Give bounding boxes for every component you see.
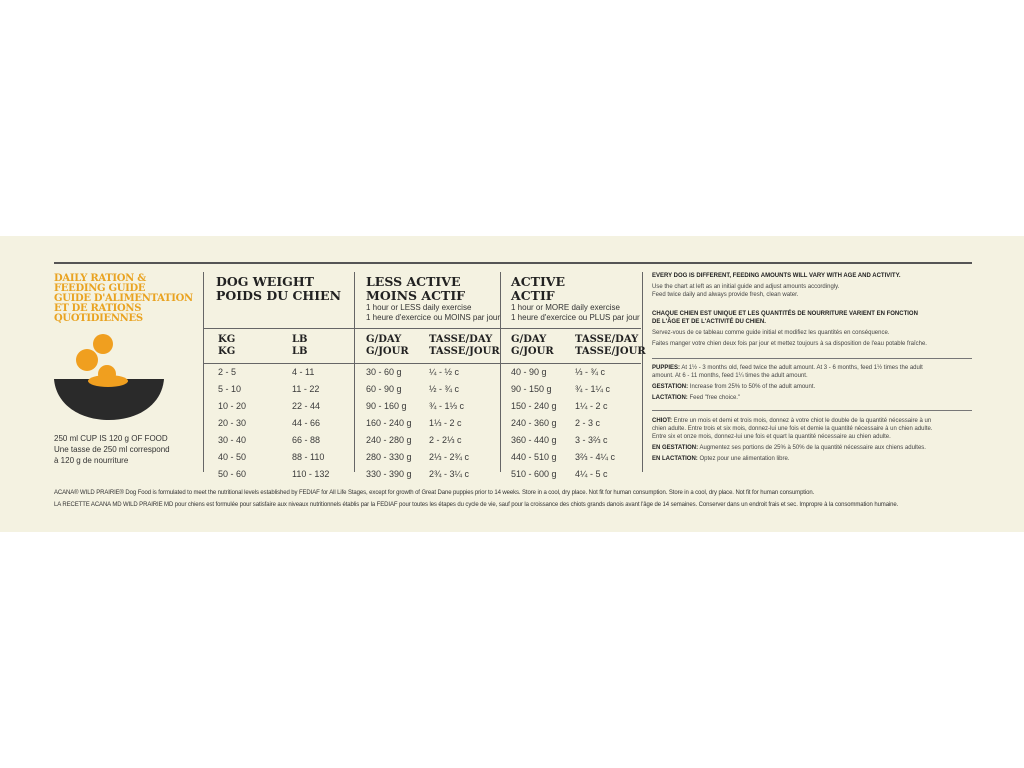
- notes-label: LACTATION:: [652, 395, 688, 401]
- table-cell: 4 - 11: [292, 367, 315, 377]
- footer-fr: LA RECETTE ACANA MD WILD PRAIRIE MD pour chiens est formulée pour satisfaire aux niveaux nutritionnels établis par la FEDIAF pour toutes les étapes du cycle de vie, sauf pour la croissance des chiots grands danois avant l'âge de 14 semaines. Conserver dans un endroit frais et sec. Impropre à la consommation humaine.: [54, 502, 899, 508]
- notes-line: chien adulte. Entre trois et six mois, donnez-lui une fois et demie la quantité nécessaire à un chien adulte.: [652, 426, 933, 432]
- title-line: ET DE RATIONS: [54, 303, 142, 314]
- label-line: LB: [292, 346, 308, 357]
- notes-heading: EVERY DOG IS DIFFERENT, FEEDING AMOUNTS WILL VARY WITH AGE AND ACTIVITY.: [652, 273, 901, 279]
- feeding-guide-title: [54, 274, 204, 324]
- column-divider: [354, 272, 355, 472]
- feeding-guide-panel: [0, 236, 1024, 532]
- kibble-icon: [88, 375, 128, 387]
- lb-column: [292, 364, 329, 483]
- title-line: GUIDE D'ALIMENTATION: [54, 293, 193, 304]
- header-line: MOINS ACTIF: [366, 288, 466, 303]
- table-cell: 2⅓ - 2¾ c: [429, 452, 470, 462]
- notes-label: PUPPIES:: [652, 365, 681, 371]
- life-stage-notes-en: [652, 364, 972, 402]
- table-cell: 1⅓ - 2 c: [429, 418, 462, 428]
- table-cell: 240 - 360 g: [511, 418, 557, 428]
- less-active-header: [366, 275, 500, 323]
- feeding-notes-fr: [652, 310, 972, 348]
- notes-line: Faites manger votre chien deux fois par jour et mettez toujours à sa disposition de l'eau potable fraîche.: [652, 341, 927, 347]
- table-cell: 90 - 150 g: [511, 384, 552, 394]
- table-cell: 11 - 22: [292, 384, 320, 394]
- active-header: [511, 275, 640, 323]
- footer-en: ACANA® WILD PRAIRIE® Dog Food is formulated to meet the nutritional levels established by FEDIAF for All Life Stages, except for growth of Great Dane puppies prior to 14 weeks. Store in a cool, dry place. Not fit for human consumption. Store in a cool, dry place. Not fit for human consumption.: [54, 490, 815, 496]
- kg-label: [218, 334, 235, 358]
- subheader-line: 1 hour or LESS daily exercise: [366, 303, 472, 312]
- less-active-cup-label: [429, 334, 500, 358]
- table-cell: 150 - 240 g: [511, 401, 557, 411]
- table-cell: 50 - 60: [218, 469, 247, 479]
- table-cell: 110 - 132: [292, 469, 330, 479]
- label-line: G/DAY: [366, 334, 402, 345]
- table-cell: 160 - 240 g: [366, 418, 412, 428]
- notes-line: Entre un mois et demi et trois mois, donnez à votre chiot le double de la quantité nécessaire à un: [673, 418, 932, 424]
- notes-label: EN LACTATION:: [652, 456, 698, 462]
- table-cell: ¾ - 1¼ c: [575, 384, 611, 394]
- title-line: FEEDING GUIDE: [54, 283, 146, 294]
- label-line: TASSE/JOUR: [575, 346, 646, 357]
- label-line: KG: [218, 334, 236, 345]
- subheader-line: 1 hour or MORE daily exercise: [511, 303, 620, 312]
- header-line: POIDS DU CHIEN: [216, 288, 342, 303]
- active-g-label: [511, 334, 554, 358]
- food-bowl-icon: [54, 334, 164, 426]
- label-line: KG: [218, 346, 236, 357]
- notes-line: amount. At 6 - 11 months, feed 1¼ times the adult amount.: [652, 373, 808, 379]
- table-cell: ¾ - 1⅓ c: [429, 401, 465, 411]
- table-cell: 2 - 5: [218, 367, 237, 377]
- notes-rule: [652, 410, 972, 411]
- notes-heading: DE L'ÂGE ET DE L'ACTIVITÉ DU CHIEN.: [652, 319, 766, 325]
- table-cell: 30 - 60 g: [366, 367, 402, 377]
- less-active-g-column: [366, 364, 412, 483]
- column-divider: [500, 272, 501, 472]
- table-cell: 22 - 44: [292, 401, 321, 411]
- table-cell: 2 - 3 c: [575, 418, 601, 428]
- label-line: G/JOUR: [366, 346, 409, 357]
- header-line: LESS ACTIVE: [366, 274, 461, 289]
- life-stage-notes-fr: [652, 417, 972, 463]
- notes-line: Entre six et onze mois, donnez-lui une fois et quart la quantité nécessaire au chien adulte.: [652, 434, 891, 440]
- label-line: TASSE/JOUR: [429, 346, 500, 357]
- table-cell: 440 - 510 g: [511, 452, 557, 462]
- table-cell: 360 - 440 g: [511, 435, 557, 445]
- notes-line: Feed twice daily and always provide fresh, clean water.: [652, 292, 799, 298]
- table-cell: 2¾ - 3¼ c: [429, 469, 470, 479]
- feeding-notes-en: [652, 272, 972, 299]
- table-cell: ¼ - ½ c: [429, 367, 460, 377]
- table-cell: ⅓ - ¾ c: [575, 367, 606, 377]
- table-cell: 510 - 600 g: [511, 469, 557, 479]
- notes-heading: CHAQUE CHIEN EST UNIQUE ET LES QUANTITÉS DE NOURRITURE VARIENT EN FONCTION: [652, 311, 918, 317]
- table-cell: 20 - 30: [218, 418, 247, 428]
- notes-line: At 1½ - 3 months old, feed twice the adult amount. At 3 - 6 months, feed 1½ times the adult: [681, 365, 923, 371]
- column-divider: [642, 272, 643, 472]
- table-cell: 90 - 160 g: [366, 401, 407, 411]
- table-cell: 3 - 3⅔ c: [575, 435, 608, 445]
- notes-label: GESTATION:: [652, 384, 689, 390]
- table-cell: 44 - 66: [292, 418, 321, 428]
- table-cell: 4¼ - 5 c: [575, 469, 608, 479]
- active-cup-column: [575, 364, 615, 483]
- notes-rule: [652, 358, 972, 359]
- notes-line: Feed "free choice.": [689, 395, 741, 401]
- header-line: DOG WEIGHT: [216, 274, 314, 289]
- active-cup-label: [575, 334, 646, 358]
- header-line: ACTIVE: [511, 274, 566, 289]
- cup-note-line: à 120 g de nourriture: [54, 456, 129, 465]
- dog-weight-header: [216, 275, 341, 303]
- table-cell: 88 - 110: [292, 452, 325, 462]
- table-cell: 1¼ - 2 c: [575, 401, 608, 411]
- active-g-column: [511, 364, 557, 483]
- subheader-line: 1 heure d'exercice ou MOINS par jour: [366, 313, 501, 322]
- header-rule: [204, 328, 641, 329]
- subheader-line: 1 heure d'exercice ou PLUS par jour: [511, 313, 640, 322]
- notes-line: Use the chart at left as an initial guide and adjust amounts accordingly.: [652, 284, 840, 290]
- notes-line: Increase from 25% to 50% of the adult amount.: [689, 384, 816, 390]
- notes-label: EN GESTATION:: [652, 445, 699, 451]
- cup-note: [54, 433, 170, 466]
- kibble-icon: [93, 334, 113, 354]
- label-line: G/DAY: [511, 334, 547, 345]
- title-line: QUOTIDIENNES: [54, 313, 143, 324]
- table-cell: ½ - ¾ c: [429, 384, 460, 394]
- lb-label: [292, 334, 307, 358]
- table-cell: 66 - 88: [292, 435, 321, 445]
- label-line: TASSE/DAY: [429, 334, 493, 345]
- table-cell: 330 - 390 g: [366, 469, 412, 479]
- kg-column: [218, 364, 246, 483]
- table-cell: 3⅔ - 4¼ c: [575, 452, 616, 462]
- label-line: G/JOUR: [511, 346, 554, 357]
- table-cell: 10 - 20: [218, 401, 247, 411]
- notes-line: Augmentez ses portions de 25% à 50% de la quantité nécessaire aux chiens adultes.: [699, 445, 926, 451]
- table-cell: 240 - 280 g: [366, 435, 412, 445]
- cup-note-line: 250 ml CUP IS 120 g OF FOOD: [54, 434, 168, 443]
- notes-line: Servez-vous de ce tableau comme guide initial et modifiez les quantités en conséquence.: [652, 330, 890, 336]
- table-cell: 5 - 10: [218, 384, 242, 394]
- label-line: TASSE/DAY: [575, 334, 639, 345]
- less-active-g-label: [366, 334, 409, 358]
- title-line: DAILY RATION &: [54, 273, 146, 284]
- notes-line: Optez pour une alimentation libre.: [699, 456, 790, 462]
- top-rule: [54, 262, 972, 264]
- table-cell: 30 - 40: [218, 435, 247, 445]
- label-line: LB: [292, 334, 308, 345]
- notes-label: CHIOT:: [652, 418, 672, 424]
- table-cell: 40 - 90 g: [511, 367, 547, 377]
- table-cell: 60 - 90 g: [366, 384, 402, 394]
- header-line: ACTIF: [511, 288, 555, 303]
- less-active-cup-column: [429, 364, 469, 483]
- table-cell: 2 - 2⅓ c: [429, 435, 462, 445]
- table-cell: 280 - 330 g: [366, 452, 412, 462]
- kibble-icon: [76, 349, 98, 371]
- cup-note-line: Une tasse de 250 ml correspond: [54, 445, 170, 454]
- table-cell: 40 - 50: [218, 452, 247, 462]
- column-divider: [203, 272, 204, 472]
